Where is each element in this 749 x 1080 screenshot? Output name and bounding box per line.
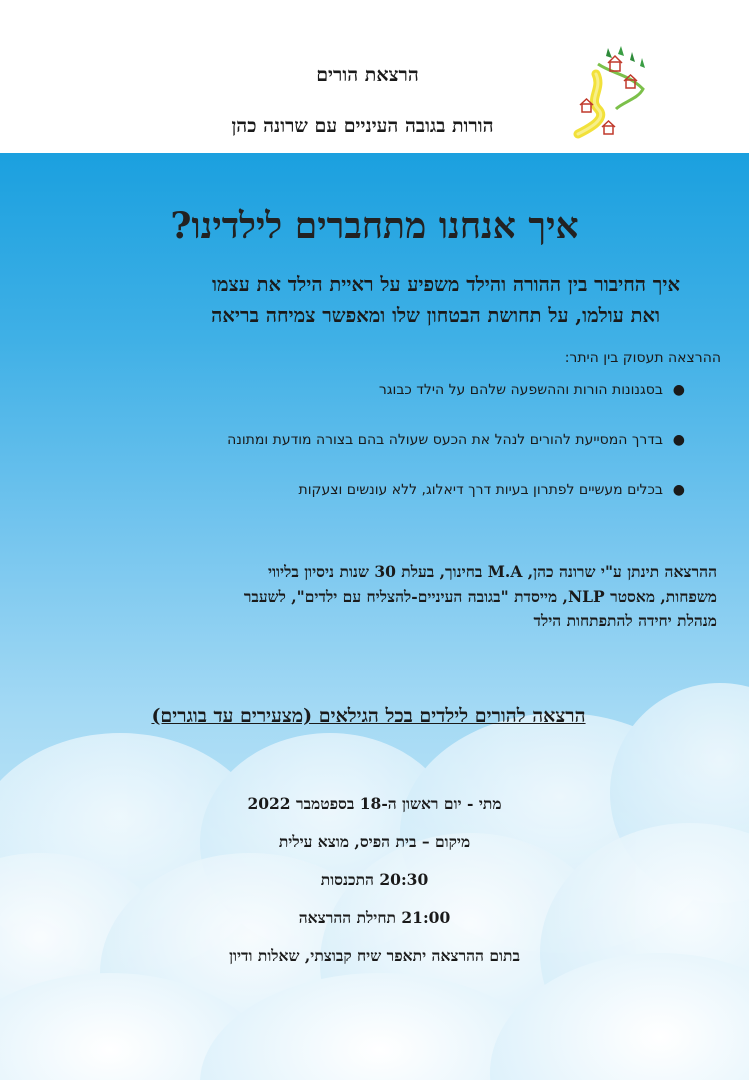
presenter-bio: [37, 560, 717, 634]
bullet-dot-icon: ●: [672, 432, 685, 448]
topics-list: [63, 379, 685, 529]
presenter-line-2: משפחות, מאסטר NLP, מייסדת "בגובה העיניים-להצליח עם ילדים", לשעבר: [243, 586, 717, 606]
topics-label: ההרצאה תעסוק בין היתר:: [564, 350, 721, 366]
event-gathering-time: 20:30 התכנסות: [320, 870, 429, 889]
event-start-time: 21:00 תחילת ההרצאה: [298, 908, 451, 927]
poster-content: [0, 153, 749, 1080]
presenter-line-3: מנהלת יחידה להתפתחות הילד: [533, 611, 717, 630]
event-date: מתי - יום ראשון ה-18 בספטמבר 2022: [247, 794, 502, 813]
main-title: איך אנחנו מתחברים לילדינו?: [170, 205, 579, 247]
audience-note: הרצאה להורים לילדים בכל הגילאים (מצעירים עד בוגרים): [151, 705, 586, 727]
presenter-line-1: ההרצאה תינתן ע"י שרונה כהן, M.A בחינוך, בעלת 30 שנות ניסיון בליווי: [268, 562, 717, 581]
header: [0, 0, 749, 153]
bullet-dot-icon: ●: [672, 482, 685, 498]
header-subtitle: הורות בגובה העיניים עם שרונה כהן: [231, 115, 494, 137]
subtitle-line-1: איך החיבור בין ההורה והילד משפיע על ראיית הילד את עצמו: [212, 273, 680, 296]
poster: [0, 153, 749, 1080]
list-item: ● בסגנונות הורות וההשפעה שלהם על הילד כבוגר: [63, 379, 663, 429]
event-closing-note: בתום ההרצאה יתאפר שיח קבוצתי, שאלות ודיון: [229, 946, 520, 965]
header-title: הרצאת הורים: [316, 64, 419, 86]
list-item: ● בכלים מעשיים לפתרון בעיות דרך דיאלוג, ללא עונשים וצעקות: [63, 479, 663, 529]
event-details: [0, 791, 749, 981]
event-location: מיקום – בית הפיס, מוצא עילית: [278, 832, 471, 851]
subtitle-line-2: ואת עולמו, על תחושת הבטחון שלו ומאפשר צמיחה בריאה: [211, 304, 660, 327]
list-item: ● בדרך המסייעת להורים לנהל את הכעס שעולה בהם בצורה מודעת ומתונה: [63, 429, 663, 479]
main-subtitle: [40, 269, 680, 331]
bullet-dot-icon: ●: [672, 382, 685, 398]
